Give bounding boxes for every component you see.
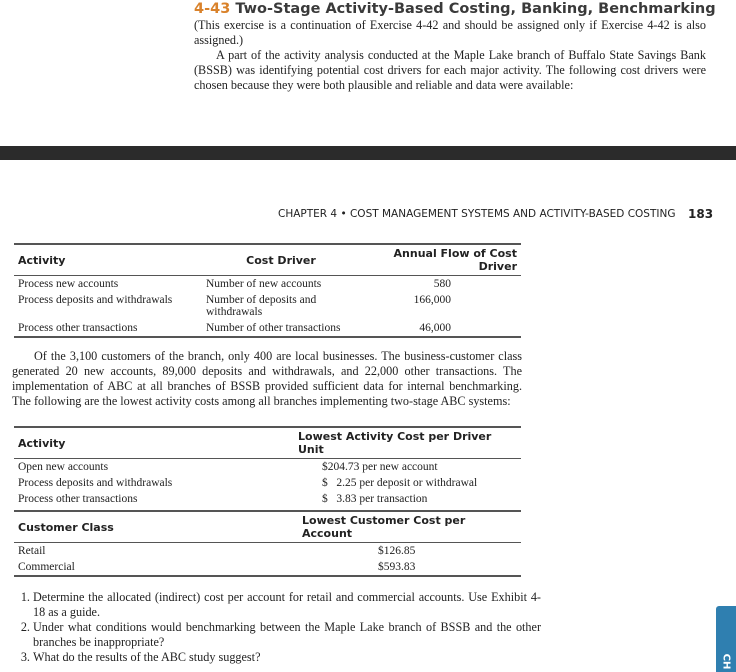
cell: Process other transactions [18, 322, 138, 334]
chapter-tab-label: CH [720, 653, 732, 670]
exercise-title [194, 1, 716, 17]
question: 3. What do the results of the ABC study suggest? [33, 650, 541, 665]
cell: Process deposits and withdrawals [18, 294, 173, 306]
col-header: Annual Flow of Cost Driver [393, 247, 517, 273]
cell: Process new accounts [18, 278, 119, 290]
running-head: CHAPTER 4 • COST MANAGEMENT SYSTEMS AND ACTIVITY-BASED COSTING [278, 208, 676, 220]
table-row [14, 475, 521, 491]
col-header: Lowest Activity Cost per Driver Unit [298, 430, 492, 456]
cell: Process deposits and withdrawals [18, 477, 173, 489]
cell: $ 3.83 per transaction [322, 493, 428, 505]
table-row [14, 320, 521, 337]
cell: 166,000 [413, 294, 451, 306]
cell: Number of deposits and withdrawals [206, 294, 317, 318]
exercise-title-text: Two-Stage Activity-Based Costing, Banking, Benchmarking [235, 1, 716, 17]
table-row [14, 543, 521, 560]
cell: $ 2.25 per deposit or withdrawal [322, 477, 478, 489]
cell: 46,000 [419, 322, 451, 334]
benchmark-table [14, 426, 521, 577]
cell: Process other transactions [18, 493, 138, 505]
col-header: Activity [18, 253, 66, 267]
cell: Number of new accounts [206, 278, 322, 290]
table-row [14, 491, 521, 511]
table-row [14, 292, 521, 320]
chapter-tab[interactable] [716, 606, 736, 672]
table-row [14, 276, 521, 293]
question: 1. Determine the allocated (indirect) cost per account for retail and commercial accounts. Use Exhibit 4-18 as a guide. [33, 590, 541, 619]
col-header: Activity [18, 436, 66, 450]
cost-driver-table [14, 243, 521, 338]
body-paragraph: Of the 3,100 customers of the branch, only 400 are local businesses. The business-customer class generated 20 new accounts, 89,000 deposits and withdrawals, and 22,000 other transactions. The implementation of ABC at all branches of BSSB provided sufficient data for internal benchmarking. The following are the lowest activity costs among all branches implementing two-stage ABC systems: [12, 349, 522, 408]
cell: $593.83 [378, 561, 416, 573]
cell: $204.73 per new account [322, 461, 438, 473]
cell: Retail [18, 545, 46, 557]
cell: Commercial [18, 561, 75, 573]
exercise-intro: (This exercise is a continuation of Exercise 4-42 and should be assigned only if Exercise 4-42 is also assigned.) [194, 18, 706, 47]
table-row [14, 559, 521, 576]
cell: Open new accounts [18, 461, 109, 473]
exercise-paragraph: A part of the activity analysis conducted at the Maple Lake branch of Buffalo State Savings Bank (BSSB) was identifying potential cost drivers for each major activity. The following cost drivers were chosen because they were both plausible and reliable and data were available: [194, 48, 706, 92]
cell: Number of other transactions [206, 322, 341, 334]
page-number: 183 [688, 207, 714, 221]
question-list [15, 590, 541, 666]
col-header: Customer Class [18, 520, 114, 534]
cell: 580 [433, 278, 451, 290]
cell: $126.85 [378, 545, 416, 557]
question: 2. Under what conditions would benchmarking between the Maple Lake branch of BSSB and the other branches be inappropriate? [33, 620, 541, 649]
col-header: Cost Driver [246, 253, 316, 267]
page-divider [0, 146, 736, 160]
exercise-number: 4-43 [194, 1, 231, 17]
table-row [14, 459, 521, 476]
col-header: Lowest Customer Cost per Account [302, 514, 466, 540]
